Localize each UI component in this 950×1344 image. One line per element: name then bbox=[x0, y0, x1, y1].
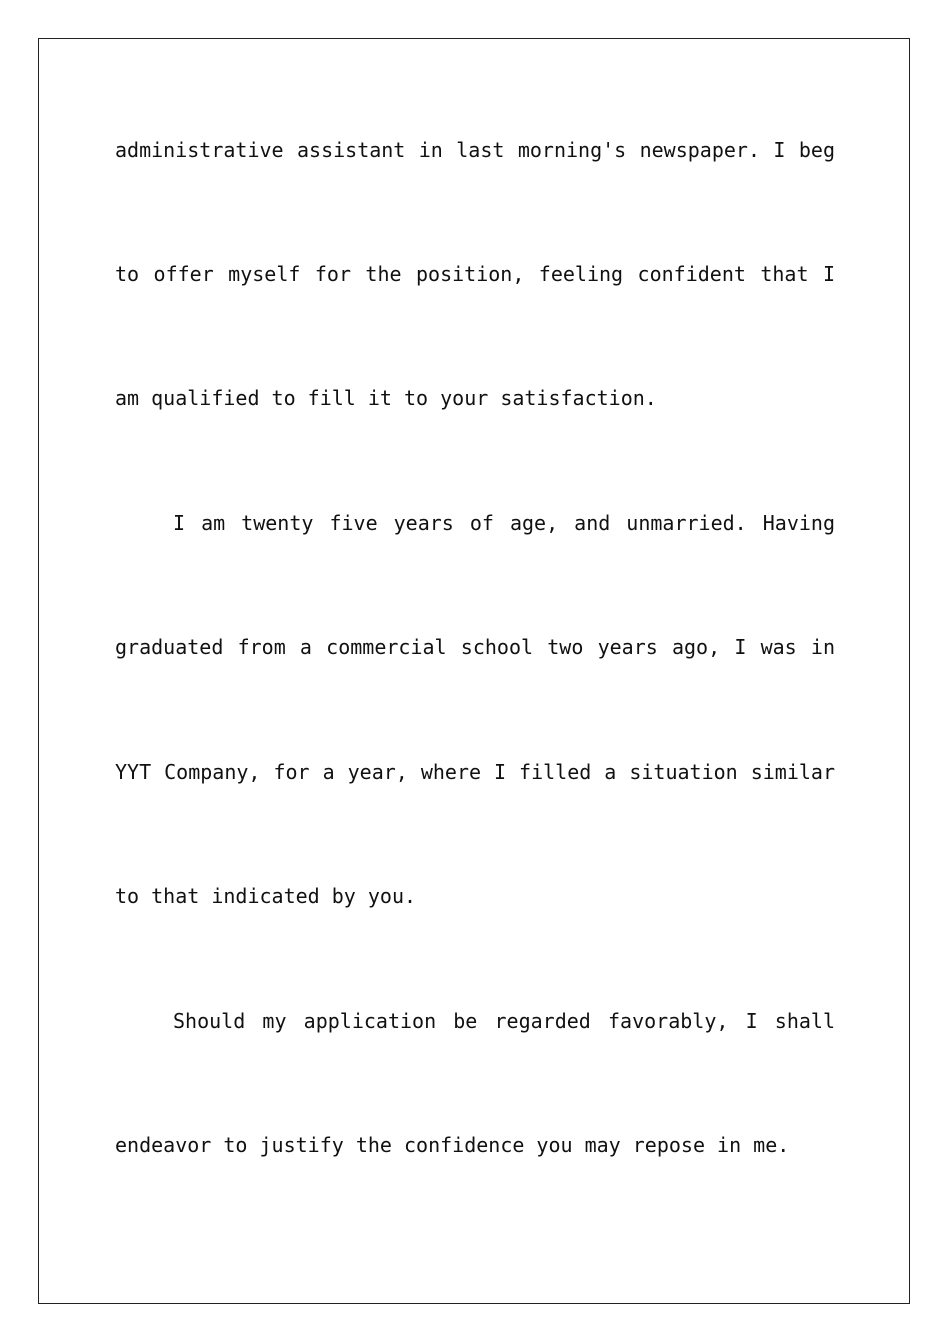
text-line-5: graduated from a commercial school two years ago, I was in bbox=[115, 635, 835, 659]
page-frame bbox=[38, 38, 910, 1304]
text-line-4: I am twenty five years of age, and unmarried. Having bbox=[173, 511, 835, 535]
text-line-3: am qualified to fill it to your satisfaction. bbox=[115, 386, 657, 410]
text-line-6: YYT Company, for a year, where I filled a situation similar bbox=[115, 760, 835, 784]
text-line-1: administrative assistant in last morning's newspaper. I beg bbox=[115, 138, 835, 162]
text-line-2: to offer myself for the position, feeling confident that I bbox=[115, 262, 835, 286]
text-line-8: Should my application be regarded favorably, I shall bbox=[173, 1009, 835, 1033]
text-line-7: to that indicated by you. bbox=[115, 884, 417, 908]
text-line-9: endeavor to justify the confidence you may repose in me. bbox=[115, 1133, 790, 1157]
